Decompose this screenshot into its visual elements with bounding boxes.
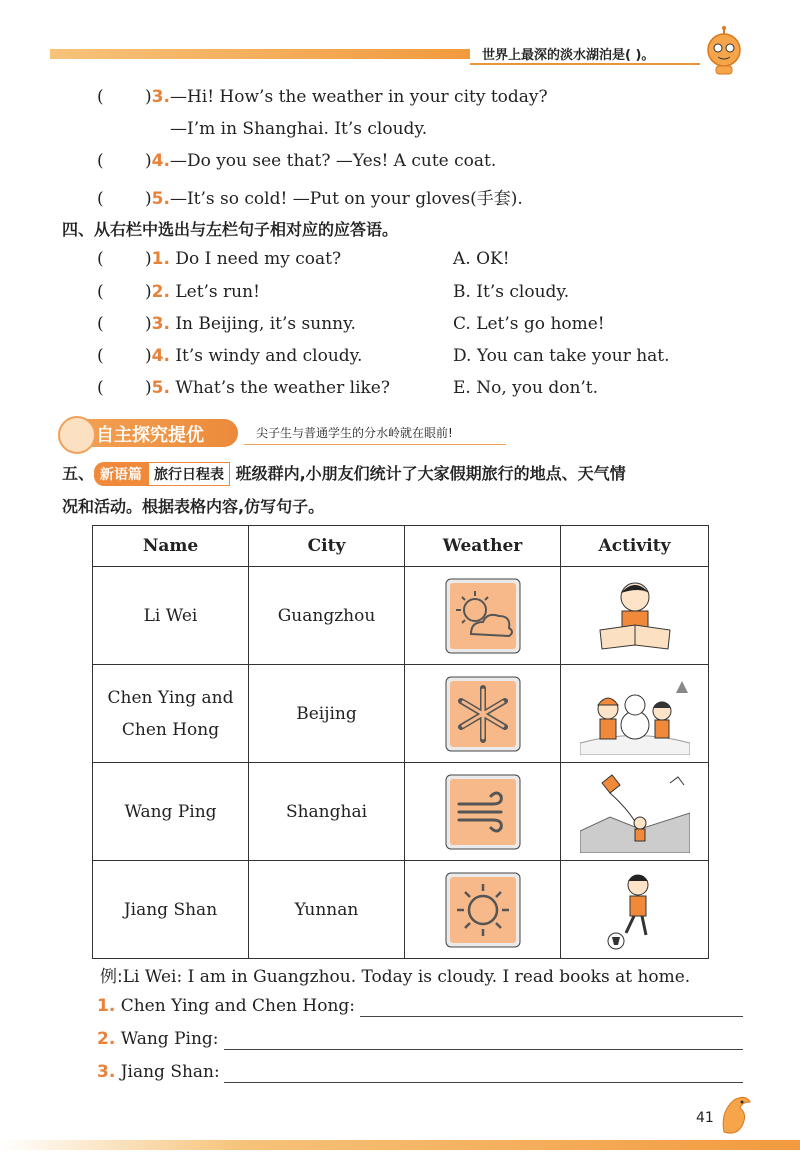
- match-item-5: [97, 378, 390, 398]
- match-item-4: [97, 346, 362, 366]
- writing-number: 1.: [97, 996, 116, 1016]
- page-number: 41: [696, 1110, 714, 1126]
- answer-paren-open[interactable]: (: [97, 189, 104, 209]
- question-number: 4.: [151, 346, 170, 366]
- section-banner-tip: 尖子生与普通学生的分水岭就在眼前!: [256, 426, 453, 440]
- writing-number: 2.: [97, 1029, 116, 1049]
- robot-mascot-icon: [700, 26, 748, 76]
- question-number: 5.: [151, 378, 170, 398]
- wind-icon: [445, 774, 521, 850]
- question-5: [97, 184, 523, 209]
- example-text: Li Wei: I am in Guangzhou. Today is cloudy. I read books at home.: [122, 967, 691, 987]
- table-row: [93, 861, 709, 959]
- itinerary-tag: 旅行日程表: [148, 462, 230, 486]
- answer-paren-close: ): [145, 87, 152, 107]
- cell-city: Beijing: [249, 665, 405, 763]
- question-text: —It’s so cold! —Put on your gloves(手套).: [169, 189, 523, 209]
- instruction-line-1: 班级群内,小朋友们统计了大家假期旅行的地点、天气情: [235, 464, 626, 483]
- col-weather: Weather: [405, 526, 561, 567]
- match-left-text: It’s windy and cloudy.: [175, 346, 363, 366]
- writing-label: Wang Ping:: [120, 1029, 219, 1049]
- cell-name-line1: Chen Ying and: [107, 687, 234, 708]
- pencil-icon: [58, 416, 96, 454]
- cell-activity: [561, 567, 709, 665]
- header-question: 世界上最深的淡水湖泊是( )。: [482, 48, 655, 63]
- question-text: —Hi! How’s the weather in your city today?: [169, 87, 548, 107]
- cell-activity: [561, 763, 709, 861]
- col-city: City: [249, 526, 405, 567]
- match-right-d: D. You can take your hat.: [453, 346, 670, 366]
- answer-paren-open[interactable]: (: [97, 249, 104, 269]
- reading-icon: [580, 575, 690, 657]
- answer-paren-close: ): [145, 314, 152, 334]
- snowflake-icon: [445, 676, 521, 752]
- sun-icon: [445, 872, 521, 948]
- writing-label: Jiang Shan:: [120, 1062, 220, 1082]
- cell-name: Wang Ping: [93, 763, 249, 861]
- cell-activity: [561, 861, 709, 959]
- writing-item-3: [97, 1062, 220, 1082]
- table-row: [93, 665, 709, 763]
- question-number: 3.: [151, 87, 170, 107]
- example-label: 例:: [100, 967, 123, 987]
- cell-name-line2: Chen Hong: [121, 719, 220, 740]
- cell-weather: [405, 763, 561, 861]
- match-right-c: C. Let’s go home!: [453, 314, 605, 334]
- answer-paren-close: ): [145, 378, 152, 398]
- question-number: 5.: [151, 189, 170, 209]
- answer-paren-close: ): [145, 151, 152, 171]
- match-left-text: Let’s run!: [175, 282, 260, 302]
- part4-heading: 四、从右栏中选出与左栏句子相对应的应答语。: [62, 220, 399, 239]
- writing-label: Chen Ying and Chen Hong:: [120, 996, 356, 1016]
- col-name: Name: [93, 526, 249, 567]
- sun-cloud-icon: [445, 578, 521, 654]
- answer-paren-open[interactable]: (: [97, 314, 104, 334]
- writing-line-1[interactable]: [360, 1016, 743, 1017]
- match-left-text: In Beijing, it’s sunny.: [175, 314, 356, 334]
- answer-paren-open[interactable]: (: [97, 378, 104, 398]
- part5-instruction: [62, 461, 626, 486]
- table-header-row: [93, 526, 709, 567]
- writing-number: 3.: [97, 1062, 116, 1082]
- cell-activity: [561, 665, 709, 763]
- section-banner-title: 自主探究提优: [96, 425, 204, 446]
- answer-paren-close: ): [145, 346, 152, 366]
- writing-item-1: [97, 996, 355, 1016]
- travel-table: [92, 525, 709, 959]
- dolphin-icon: [716, 1092, 756, 1140]
- match-left-text: Do I need my coat?: [175, 249, 342, 269]
- cell-weather: [405, 861, 561, 959]
- writing-line-3[interactable]: [224, 1082, 743, 1083]
- match-item-1: [97, 249, 341, 269]
- answer-paren-open[interactable]: (: [97, 346, 104, 366]
- cell-weather: [405, 567, 561, 665]
- match-right-b: B. It’s cloudy.: [453, 282, 570, 302]
- cell-city: Guangzhou: [249, 567, 405, 665]
- snowman-icon: [580, 673, 690, 755]
- match-right-e: E. No, you don’t.: [453, 378, 599, 398]
- question-number: 4.: [151, 151, 170, 171]
- answer-paren-open[interactable]: (: [97, 282, 104, 302]
- instruction-line-2: 况和活动。根据表格内容,仿写句子。: [62, 497, 325, 516]
- footer-bar: [0, 1140, 800, 1150]
- example-sentence: [100, 962, 690, 987]
- table-row: [93, 763, 709, 861]
- question-4: [97, 151, 496, 171]
- cell-weather: [405, 665, 561, 763]
- question-3-reply: —I’m in Shanghai. It’s cloudy.: [170, 119, 428, 139]
- cell-city: Shanghai: [249, 763, 405, 861]
- cell-name: Li Wei: [93, 567, 249, 665]
- match-item-2: [97, 282, 260, 302]
- match-item-3: [97, 314, 356, 334]
- table-row: [93, 567, 709, 665]
- kite-icon: [580, 771, 690, 853]
- cell-city: Yunnan: [249, 861, 405, 959]
- section-banner-underline: [244, 444, 506, 445]
- question-number: 3.: [151, 314, 170, 334]
- answer-paren-close: ): [145, 249, 152, 269]
- answer-paren-close: ): [145, 189, 152, 209]
- new-text-tag: 新语篇: [94, 462, 148, 486]
- football-icon: [580, 869, 690, 951]
- question-number: 2.: [151, 282, 170, 302]
- cell-name: Jiang Shan: [93, 861, 249, 959]
- question-text: —Do you see that? —Yes! A cute coat.: [169, 151, 497, 171]
- writing-item-2: [97, 1029, 219, 1049]
- question-3: [97, 87, 548, 107]
- answer-paren-close: ): [145, 282, 152, 302]
- cell-name: [93, 665, 249, 763]
- col-activity: Activity: [561, 526, 709, 567]
- writing-line-2[interactable]: [224, 1049, 743, 1050]
- header-bar: [50, 49, 470, 59]
- header-underline: [470, 63, 700, 65]
- answer-paren-open[interactable]: (: [97, 151, 104, 171]
- answer-paren-open[interactable]: (: [97, 87, 104, 107]
- match-right-a: A. OK!: [453, 249, 510, 269]
- question-number: 1.: [151, 249, 170, 269]
- part5-prefix: 五、: [62, 464, 95, 483]
- match-left-text: What’s the weather like?: [175, 378, 390, 398]
